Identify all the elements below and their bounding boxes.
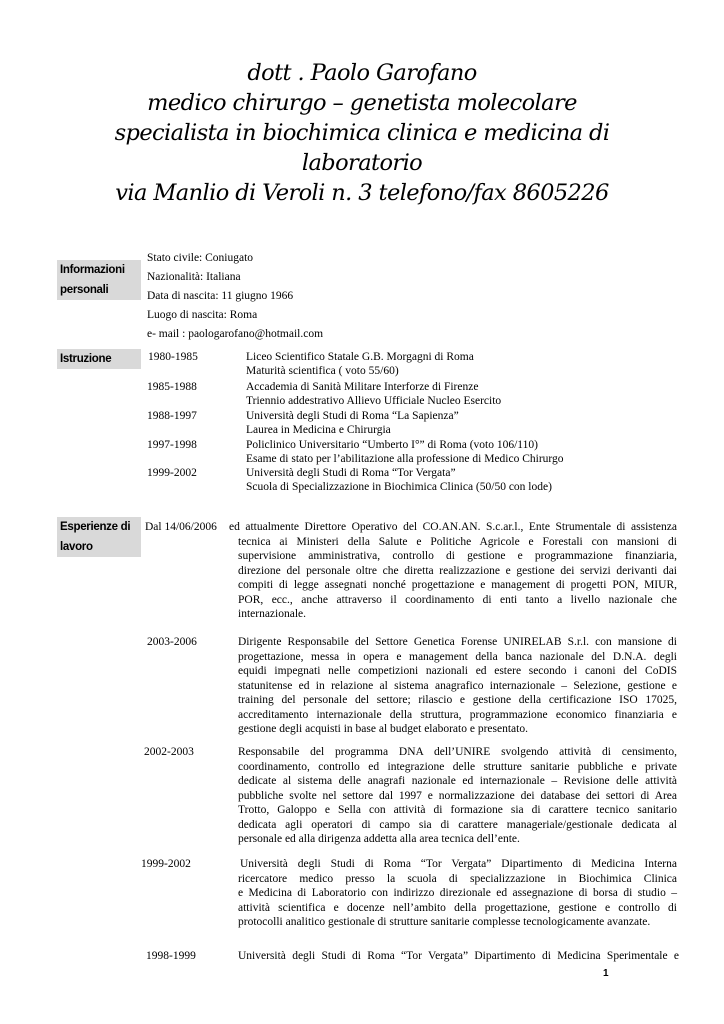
experience-years: 1999-2002 <box>141 858 191 870</box>
section-label-personal-line2: personali <box>60 284 109 296</box>
experience-line: Università degli Studi di Roma “Tor Vergata” Dipartimento di Medicina Sperimentale e <box>238 950 679 962</box>
personal-info-item: Data di nascita: 11 giugno 1966 <box>147 290 294 302</box>
document-header <box>0 58 724 208</box>
experience-description <box>238 635 677 737</box>
header-specialty-cont: laboratorio <box>301 150 423 176</box>
section-label-experience-line1: Esperienze di <box>60 521 131 533</box>
education-detail: Maturità scientifica ( voto 55/60) <box>246 365 399 377</box>
experience-line: internazionale. <box>238 608 307 620</box>
personal-info-item: Luogo di nascita: Roma <box>147 309 258 321</box>
education-years: 1980-1985 <box>148 351 198 363</box>
personal-info-item: Nazionalità: Italiana <box>147 271 241 283</box>
experience-line: personale ed alla dirigenza addetta alla area tecnica dell’ente. <box>238 833 520 845</box>
experience-description <box>238 535 677 622</box>
experience-line: dedicate al sistema delle anagrafi nazionale ed internazionale – Revisione delle attività <box>238 775 677 787</box>
experience-line: equidi impegnati nelle competizioni nazionali ed estere secondo i canoni del CoDIS <box>238 665 677 677</box>
personal-info-list <box>147 249 323 344</box>
experience-line: gestione degli acquisti in base al budget elaborato e presentato. <box>238 723 528 735</box>
experience-description <box>238 872 677 930</box>
experience-years: Dal 14/06/2006 <box>145 521 217 533</box>
education-title: Liceo Scientifico Statale G.B. Morgagni di Roma <box>246 351 474 363</box>
header-specialty: specialista in biochimica clinica e medicina di <box>114 120 610 146</box>
personal-info-item: Stato civile: Coniugato <box>147 252 254 264</box>
education-detail: Esame di stato per l’abilitazione alla professione di Medico Chirurgo <box>246 453 564 465</box>
experience-line: e Medicina di Laboratorio con indirizzo direzionale ed assegnazione di borsa di studio – <box>238 887 677 899</box>
experience-line: Dirigente Responsabile del Settore Genetica Forense UNIRELAB S.r.l. con mansione di <box>238 636 677 648</box>
experience-line: training del personale del settore; rilascio e gestione della certificazione ISO 17025, <box>238 694 677 706</box>
page-number: 1 <box>603 968 609 979</box>
experience-line: ricercatore medico presso la scuola di specializzazione in Biochimica Clinica <box>238 872 677 885</box>
experience-line: protocolli analitico gestionale di strutture sanitarie complesse tecnologicamente avanzate. <box>238 916 651 928</box>
experience-years: 1998-1999 <box>146 950 196 962</box>
experience-line: Responsabile del programma DNA dell’UNIRE svolgendo attività di censimento, <box>238 746 677 758</box>
experience-line: accreditamento internazionale della struttura, programmazione economico finanziaria e <box>238 708 677 721</box>
experience-line: compiti di legge assegnati nonché progettazione e management di progetti PON, MIUR, <box>238 579 677 591</box>
experience-years: 2002-2003 <box>144 746 194 758</box>
header-name: dott . Paolo Garofano <box>247 60 477 86</box>
education-detail: Scuola di Specializzazione in Biochimica Clinica (50/50 con lode) <box>246 481 552 493</box>
header-profession: medico chirurgo – genetista molecolare <box>147 90 577 116</box>
experience-description <box>238 745 677 847</box>
section-label-education: Istruzione <box>57 349 141 369</box>
experience-line: attività scientifica e docenze nell’ambito della progettazione, gestione e controllo di <box>238 901 677 914</box>
section-label-experience <box>57 517 141 557</box>
education-detail: Laurea in Medicina e Chirurgia <box>246 424 391 436</box>
education-years: 1985-1988 <box>147 381 197 393</box>
experience-line: coordinamento, controllo ed integrazione delle strutture sanitarie pubbliche e private <box>238 760 677 773</box>
section-label-experience-line2: lavoro <box>60 541 93 553</box>
experience-years: 2003-2006 <box>147 636 197 648</box>
experience-line: supervisione amministrativa, controllo di gestione e programmazione finanziaria, <box>238 550 677 562</box>
education-title: Università degli Studi di Roma “La Sapienza” <box>246 410 459 422</box>
education-detail: Triennio addestrativo Allievo Ufficiale Nucleo Esercito <box>246 395 502 407</box>
experience-line: dedicata agli operatori di campo sia di carattere manageriale/gestionale dedicata al <box>238 818 677 831</box>
education-title: Università degli Studi di Roma “Tor Vergata” <box>246 467 456 479</box>
experience-line: ed attualmente Direttore Operativo del CO.AN.AN. S.c.ar.l., Ente Strumentale di assistenza <box>229 521 677 533</box>
section-label-personal <box>57 260 141 300</box>
experience-line: progettazione, messa in opera e management della banca nazionale del D.N.A. degli <box>238 650 677 663</box>
education-years: 1997-1998 <box>147 439 197 451</box>
experience-line: tecnica ai Ministeri della Salute e Politiche Agricole e Forestali con mansioni di <box>238 535 677 548</box>
experience-line: Trotto, Galoppo e Sella con attività di formazione sia di carattere tecnico sanitario <box>238 804 677 816</box>
experience-description <box>229 520 677 535</box>
experience-line: POR, ecc., anche attraverso il coordinamento di enti tanto a livello nazionale che <box>238 593 677 606</box>
experience-line: pubbliche svolte nel settore dal 1997 e normalizzazione dei database dei settori di Area <box>238 789 677 802</box>
education-years: 1988-1997 <box>147 410 197 422</box>
personal-info-item: e- mail : paologarofano@hotmail.com <box>147 328 324 340</box>
experience-line: statunitense ed in relazione al sistema anagrafico internazionale – Selezione, gestione e <box>238 679 677 692</box>
education-title: Policlinico Universitario “Umberto I°” di Roma (voto 106/110) <box>246 439 538 451</box>
education-title: Accademia di Sanità Militare Interforze di Firenze <box>246 381 479 393</box>
experience-description <box>240 857 677 872</box>
experience-line: direzione del personale oltre che diretta realizzazione e gestione dei servizi derivanti dai <box>238 564 677 577</box>
section-label-personal-line1: Informazioni <box>60 264 125 276</box>
education-years: 1999-2002 <box>147 467 197 479</box>
header-address: via Manlio di Veroli n. 3 telefono/fax 8605226 <box>115 180 609 206</box>
experience-description <box>238 949 679 964</box>
experience-line: Università degli Studi di Roma “Tor Vergata” Dipartimento di Medicina Interna <box>240 858 677 870</box>
